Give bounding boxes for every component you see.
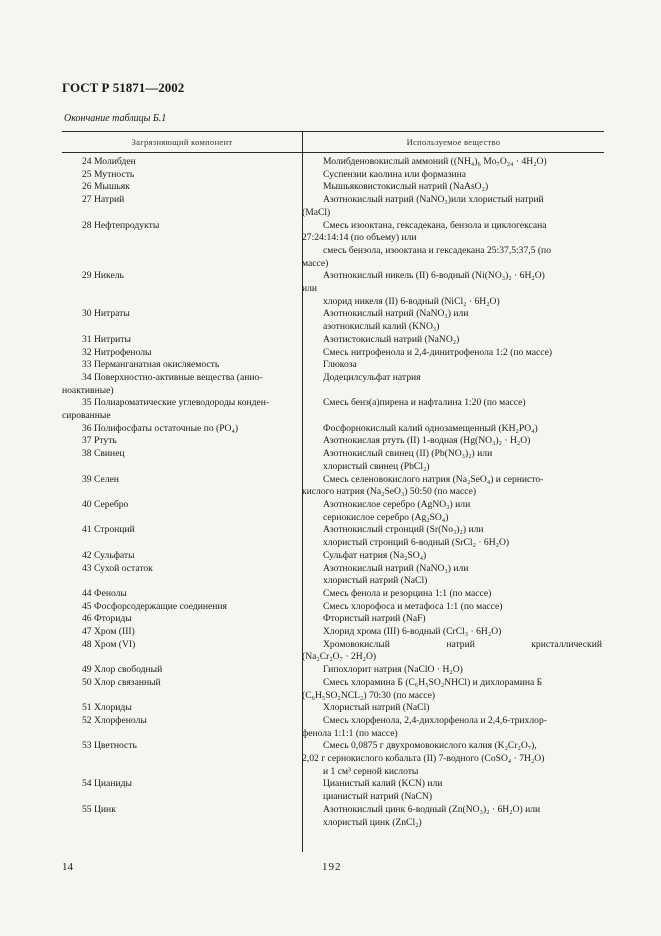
substance-cell: хлорид никеля (II) 6-водный (NiCl₂ · 6H₂O)	[323, 295, 500, 307]
component-cell	[62, 651, 302, 664]
table-row	[62, 563, 604, 576]
table-row	[62, 486, 604, 499]
component-cell	[62, 321, 302, 334]
substance-cell: азотнокислый калий (KNO₃)	[323, 321, 440, 333]
table-row	[62, 766, 604, 779]
table-row	[62, 296, 604, 309]
table-row	[62, 690, 604, 703]
substance-cell: Смесь селеновокислого натрия (Na₂SeO₄) и сернисто-	[323, 473, 544, 485]
table-row	[62, 740, 604, 753]
substance-cell: (MaCl)	[302, 206, 331, 218]
table-row	[62, 728, 604, 741]
substance-cell: Азотнокислый свинец (II) (Pb(NO₃)₂) или	[323, 448, 493, 460]
column-header-substance: Используемое вещество	[406, 137, 501, 147]
table-row	[62, 181, 604, 194]
substance-cell: Азотнокислый натрий (NaNO₃)или хлористый натрий	[323, 194, 544, 206]
component-cell: 44 Фенолы	[82, 587, 127, 599]
table-row	[62, 474, 604, 487]
sheet-number: 192	[322, 861, 342, 873]
component-cell	[62, 461, 302, 474]
component-cell	[62, 575, 302, 588]
component-cell: 38 Свинец	[82, 448, 125, 460]
substance-cell: Фосфорнокислый калий однозамещенный (KH₂PO₄)	[323, 422, 538, 434]
component-cell: 54 Цианиды	[82, 778, 132, 790]
table-row	[62, 753, 604, 766]
header-separator	[62, 152, 604, 153]
component-cell: 46 Фториды	[82, 613, 132, 625]
table-row	[62, 613, 604, 626]
substance-cell: Мышьяковистокислый натрий (NaAsO₂)	[323, 181, 489, 193]
component-cell: сированные	[62, 410, 111, 422]
component-cell: 49 Хлор свободный	[82, 664, 163, 676]
table-row	[62, 448, 604, 461]
substance-cell: Азотнокислый стронций (Sr(No₃)₂) или	[323, 524, 484, 536]
table-row	[62, 524, 604, 537]
component-cell: 43 Сухой остаток	[82, 562, 153, 574]
substance-cell: Азотнокислая ртуть (II) 1-водная (Hg(NO₃)₂ · H₂O)	[323, 435, 531, 447]
page-number: 14	[62, 861, 73, 873]
component-cell	[62, 232, 302, 245]
component-cell: ноактивные)	[62, 384, 114, 396]
table-row	[62, 651, 604, 664]
column-header-component: Загрязняющий компонент	[131, 137, 233, 147]
substance-cell: Хлорид хрома (III) 6-водный (CrCl₃ · 6H₂O)	[323, 626, 502, 638]
substance-cell: 2,02 г сернокислого кобальта (II) 7-водного (CoSO₄ · 7H₂O)	[302, 753, 545, 765]
substance-cell: и 1 см³ серной кислоты	[323, 765, 419, 777]
table-row	[62, 677, 604, 690]
table-row	[62, 220, 604, 233]
component-cell	[62, 690, 302, 703]
substance-cell: кислого натрия (Na₂SeO₃) 50:50 (по массе)	[302, 486, 477, 498]
substance-cell: Фтористый натрий (NaF)	[323, 613, 426, 625]
table-row	[62, 461, 604, 474]
component-cell: 55 Цинк	[82, 803, 116, 815]
substance-cell: или	[302, 283, 318, 295]
table-row	[62, 575, 604, 588]
substance-cell: Гипохлорит натрия (NaClO · H₂O)	[323, 664, 463, 676]
component-cell	[62, 791, 302, 804]
table-row	[62, 778, 604, 791]
substance-cell: Азотнокислый натрий (NaNO₃) или	[323, 562, 469, 574]
table-row	[62, 639, 604, 652]
component-cell: 30 Нитраты	[82, 308, 130, 320]
table-row	[62, 359, 604, 372]
component-cell: 32 Нитрофенолы	[82, 346, 152, 358]
substance-cell: сернокислое серебро (Ag₂SO₄)	[323, 511, 449, 523]
component-cell: 37 Ртуть	[82, 435, 117, 447]
table-row	[62, 245, 604, 258]
component-cell	[62, 512, 302, 525]
component-cell: 51 Хлориды	[82, 702, 132, 714]
component-cell: 36 Полифосфаты остаточные по (PO₄)	[82, 422, 239, 434]
component-cell	[62, 258, 302, 271]
substance-cell: смесь бензола, изооктана и гексадекана 25:37,5:37,5 (по	[323, 244, 551, 256]
substance-cell: хлористый свинец (PbCl₂)	[323, 460, 430, 472]
substance-cell: (C₆H₅SO₂NCL₂) 70:30 (по массе)	[302, 689, 436, 701]
substance-cell: Хлористый натрий (NaCl)	[323, 702, 430, 714]
substance-cell: (Na₂Cr₂O₇ · 2H₂O)	[302, 651, 377, 663]
table-row	[62, 372, 604, 385]
substance-cell: Смесь фенола и резорцина 1:1 (по массе)	[323, 587, 492, 599]
table-row	[62, 156, 604, 169]
component-cell: 33 Перманганатная окисляемость	[82, 359, 220, 371]
table-row	[62, 321, 604, 334]
substance-cell	[302, 385, 604, 398]
component-cell	[62, 753, 302, 766]
substance-cell: Азотнокислый натрий (NaNO₃) или	[323, 308, 469, 320]
table-row	[62, 385, 604, 398]
table-body	[62, 156, 604, 829]
table-row	[62, 397, 604, 410]
component-cell: 27 Натрий	[82, 194, 125, 206]
substance-cell: фенола 1:1:1 (по массе)	[302, 727, 398, 739]
table-row	[62, 664, 604, 677]
component-cell	[62, 245, 302, 258]
table-row	[62, 423, 604, 436]
component-cell: 48 Хром (VI)	[82, 638, 136, 650]
component-cell	[62, 766, 302, 779]
table-top-border	[62, 131, 604, 132]
component-cell: 50 Хлор связанный	[82, 676, 161, 688]
substance-cell: Хромовокислый натрий кристаллический	[323, 638, 602, 650]
table-row	[62, 626, 604, 639]
substance-cell: Смесь хлорамина Б (C₆H₅SO₂NHCl) и дихлорамина Б	[323, 676, 543, 688]
component-cell	[62, 486, 302, 499]
component-cell	[62, 296, 302, 309]
component-cell	[62, 817, 302, 830]
substance-cell: Суспензии каолина или формазина	[323, 168, 467, 180]
table-row	[62, 270, 604, 283]
table-row	[62, 334, 604, 347]
substance-cell: 27:24:14:14 (по объему) или	[302, 232, 417, 244]
table-row	[62, 410, 604, 423]
table-row	[62, 512, 604, 525]
table-row	[62, 702, 604, 715]
component-cell: 45 Фосфорсодержащие соединения	[82, 600, 227, 612]
component-cell: 34 Поверхностно-активные вещества (анио-	[82, 371, 263, 383]
table-row	[62, 207, 604, 220]
component-cell: 29 Никель	[82, 270, 124, 282]
document-header: ГОСТ Р 51871—2002	[62, 80, 185, 95]
substance-cell: Смесь хлорофоса и метафоса 1:1 (по массе)	[323, 600, 503, 612]
table-row	[62, 308, 604, 321]
substance-cell: Азотнокислое серебро (AgNO₃) или	[323, 498, 471, 510]
substance-cell: Додецилсульфат натрия	[323, 371, 421, 383]
component-cell	[62, 207, 302, 220]
component-cell	[62, 728, 302, 741]
component-cell: 24 Молибден	[82, 156, 136, 167]
component-cell: 53 Цветность	[82, 740, 137, 752]
table-caption: Окончание таблицы Б.1	[64, 113, 167, 124]
table-row	[62, 601, 604, 614]
substance-cell	[302, 410, 604, 423]
component-cell: 35 Полиароматические углеводороды конден-	[82, 397, 270, 409]
table-row	[62, 817, 604, 830]
component-cell: 47 Хром (III)	[82, 626, 135, 638]
table-row	[62, 715, 604, 728]
table-row	[62, 232, 604, 245]
component-cell: 25 Мутность	[82, 168, 135, 180]
table-row	[62, 499, 604, 512]
component-cell: 42 Сульфаты	[82, 549, 135, 561]
component-cell: 52 Хлорфенолы	[82, 714, 147, 726]
table-row	[62, 194, 604, 207]
table-row	[62, 435, 604, 448]
substance-cell: Азотнокислый цинк 6-водный (Zn(NO₃)₂ · 6H₂O) или	[323, 803, 541, 815]
component-cell: 40 Серебро	[82, 498, 129, 510]
component-cell	[62, 537, 302, 550]
substance-cell: хлористый цинк (ZnCl₂)	[323, 816, 422, 828]
substance-cell: цианистый натрий (NaCN)	[323, 791, 433, 803]
table-row	[62, 169, 604, 182]
component-cell	[62, 283, 302, 296]
substance-cell: Смесь бенз(а)пирена и нафталина 1:20 (по массе)	[323, 397, 526, 409]
component-cell: 31 Нитриты	[82, 333, 131, 345]
substance-cell: Молибденовокислый аммоний ((NH₄)₆ Mo₇O₂₄ · 4H₂O)	[323, 156, 547, 167]
component-cell: 39 Селен	[82, 473, 119, 485]
table-row	[62, 588, 604, 601]
substance-cell: Азотистокислый натрий (NaNO₂)	[323, 333, 460, 345]
substance-cell: Цианистый калий (KCN) или	[323, 778, 443, 790]
substance-cell: Смесь изооктана, гексадекана, бензола и циклогексана	[323, 219, 547, 231]
substance-cell: Смесь 0,0875 г двухромовокислого калия (K₂Cr₂O₇),	[323, 740, 537, 752]
table-row	[62, 258, 604, 271]
component-cell: 26 Мышьяк	[82, 181, 130, 193]
substance-cell: Смесь хлорфенола, 2,4-дихлорфенола и 2,4,6-трихлор-	[323, 714, 547, 726]
table-row	[62, 791, 604, 804]
substance-cell: массе)	[302, 257, 329, 269]
substance-cell: хлористый стронций 6-водный (SrCl₂ · 6H₂O)	[323, 537, 510, 549]
substance-cell: хлористый натрий (NaCl)	[323, 575, 428, 587]
table-row	[62, 537, 604, 550]
table-row	[62, 283, 604, 296]
component-cell: 28 Нефтепродукты	[82, 219, 160, 231]
component-cell: 41 Стронций	[82, 524, 135, 536]
substance-cell: Азотнокислый никель (II) 6-водный (Ni(NO₃)₂ · 6H₂O)	[323, 270, 545, 282]
table-row	[62, 550, 604, 563]
table-row	[62, 347, 604, 360]
table-row	[62, 804, 604, 817]
substance-cell: Глюкоза	[323, 359, 357, 371]
substance-cell: Смесь нитрофенола и 2,4-динитрофенола 1:2 (по массе)	[323, 346, 553, 358]
substance-cell: Сульфат натрия (Na₂SO₄)	[323, 549, 427, 561]
